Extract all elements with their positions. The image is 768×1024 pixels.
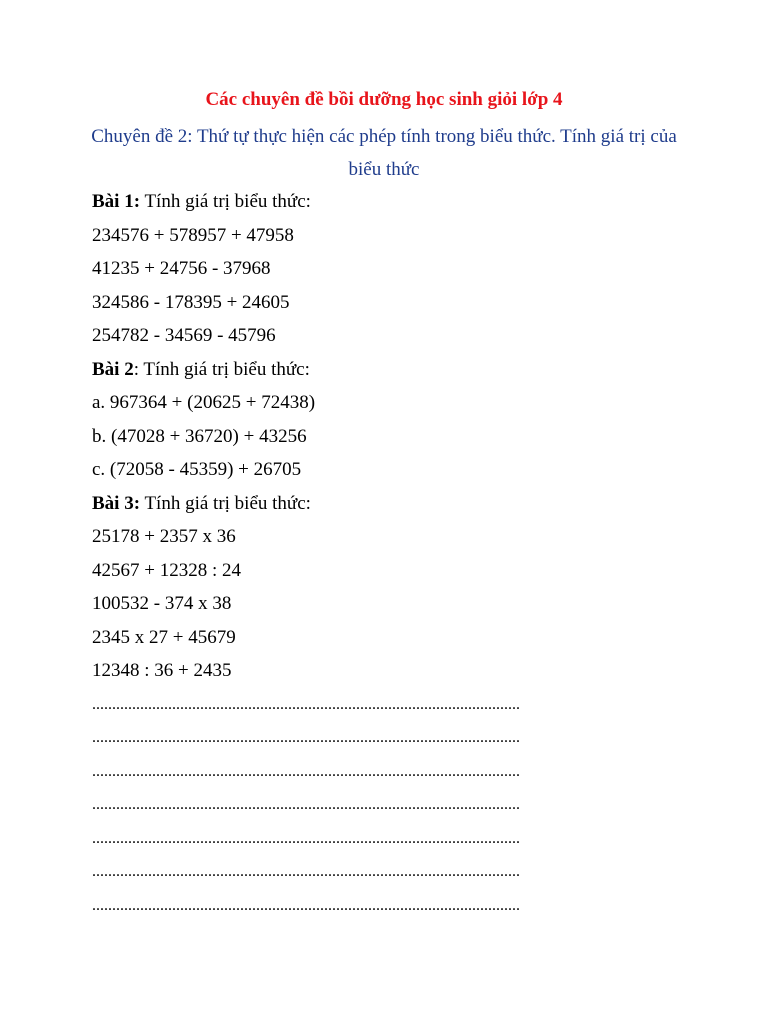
answer-line: ........................................................................................................... <box>92 896 520 914</box>
exercise-label: Bài 1: <box>92 191 141 212</box>
exercise-heading <box>92 185 692 219</box>
exercise-item: 2345 x 27 + 45679 <box>92 626 236 648</box>
answer-line: ........................................................................................................... <box>92 762 520 780</box>
exercise-item: b. (47028 + 36720) + 43256 <box>92 425 307 447</box>
answer-line: ........................................................................................................... <box>92 729 520 746</box>
exercise-item: 42567 + 12328 : 24 <box>92 559 241 581</box>
exercise-heading <box>92 353 692 387</box>
exercise-item: 25178 + 2357 x 36 <box>92 526 236 547</box>
exercise-prompt: Tính giá trị biểu thức: <box>140 191 311 212</box>
exercise-item: 324586 - 178395 + 24605 <box>92 291 290 313</box>
document-subtitle: Chuyên đề 2: Thứ tự thực hiện các phép tính trong biểu thức. Tính giá trị của biểu thức <box>91 126 677 180</box>
exercise-item: 100532 - 374 x 38 <box>92 593 232 614</box>
document-title: Các chuyên đề bồi dưỡng học sinh giỏi lớp 4 <box>205 89 563 110</box>
exercise-prompt: Tính giá trị biểu thức: <box>140 492 311 514</box>
exercise-item: 234576 + 578957 + 47958 <box>92 224 294 246</box>
exercise-item: c. (72058 - 45359) + 26705 <box>92 459 302 480</box>
answer-line: ........................................................................................................... <box>92 829 520 847</box>
exercise-label: Bài 2 <box>92 358 134 380</box>
exercise-item: a. 967364 + (20625 + 72438) <box>92 392 316 413</box>
exercise-item: 12348 : 36 + 2435 <box>92 660 232 681</box>
exercise-item: 41235 + 24756 - 37968 <box>92 258 271 279</box>
exercise-prompt: : Tính giá trị biểu thức: <box>133 358 310 380</box>
answer-line: ........................................................................................................... <box>92 863 520 880</box>
document-body <box>92 185 692 922</box>
answer-line: ........................................................................................................... <box>92 695 520 713</box>
exercise-label: Bài 3: <box>92 492 141 514</box>
answer-line: ........................................................................................................... <box>92 796 520 813</box>
exercise-item: 254782 - 34569 - 45796 <box>92 325 276 346</box>
exercise-heading <box>92 487 692 521</box>
